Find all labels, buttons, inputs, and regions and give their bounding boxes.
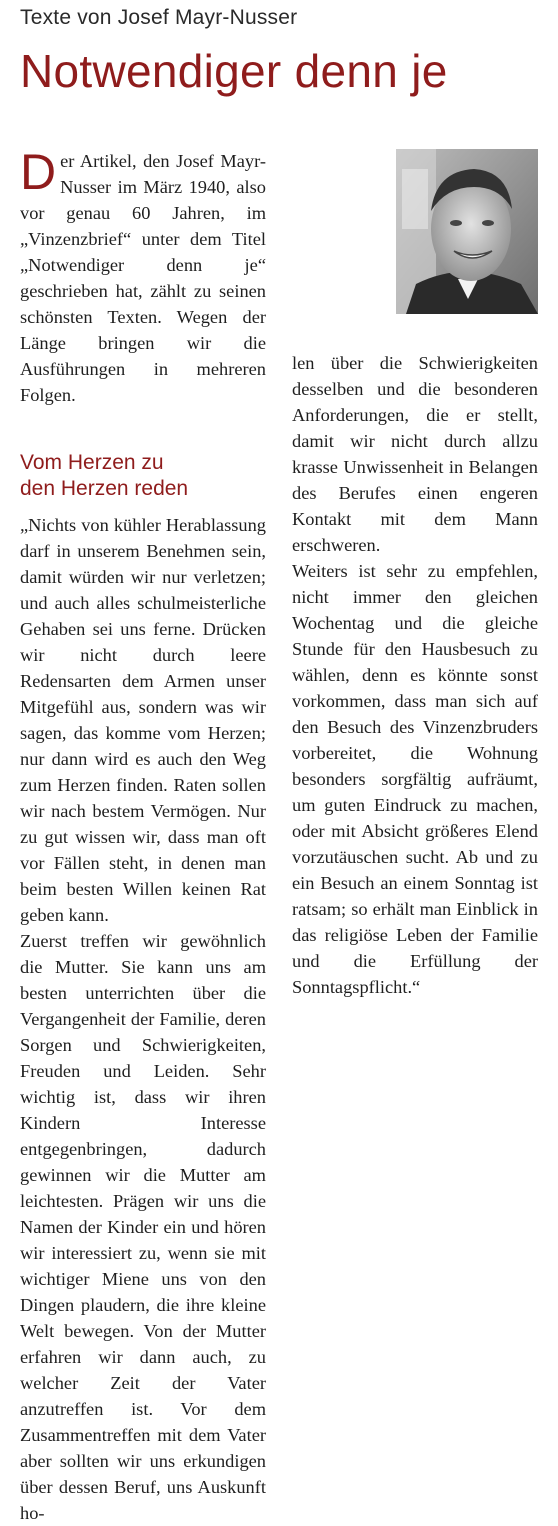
body-paragraph-3: len über die Schwierigkeiten desselben und die besonderen Anforderungen, die er stellt, damit wir nicht durch allzu krasse Unwissenheit in Belangen des Berufes einen engeren Kontakt mit dem Mann erschweren. [292,353,538,555]
body-paragraph-4: Weiters ist sehr zu empfehlen, nicht immer den gleichen Wochentag und die gleiche Stunde für den Hausbesuch zu wählen, denn es könnte sonst vorkommen, dass man sich auf den Besuch des Vinzenzbruders vorbereitet, die Wohnung besonders sorgfältig aufräumt, um guten Eindruck zu machen, oder mit Absicht größeres Elend vorzutäuschen sucht. Ab und zu ein Besuch an einem Sonntag ist ratsam; so erhält man Einblick in das religiöse Leben der Familie und die Erfüllung der Sonntagspflicht.“ [292,561,538,997]
subheading-line-2: den Herzen reden [20,477,189,500]
page-title: Notwendiger denn je [20,45,448,97]
drop-cap: D [20,144,57,200]
body-paragraph-1: „Nichts von kühler Herablassung darf in unserem Benehmen sein, damit würden wir nur verletzen; und auch alles schulmeisterliche Gehaben sei uns ferne. Drücken wir nicht durch leere Redensarten dem Armen unser Mitgefühl aus, sondern was wir sagen, das komme vom Herzen; nur dann wird es auch den Weg zum Herzen finden. Raten sollen wir nach bestem Vermögen. Nur zu gut wissen wir, dass man oft vor Fällen steht, in denen man beim besten Willen keinen Rat geben kann. [20,515,266,925]
subheading-line-1: Vom Herzen zu [20,451,164,474]
body-column-right [292,350,538,1000]
portrait-photo [396,149,538,314]
body-paragraph-2: Zuerst treffen wir gewöhnlich die Mutter. Sie kann uns am besten unterrichten über die Vergangenheit der Familie, deren Sorgen und Schwierigkeiten, Freuden und Leiden. Sehr wichtig ist, dass wir ihren Kindern Interesse entgegenbringen, dadurch gewinnen wir die Mutter am leichtesten. Prägen wir uns die Namen der Kinder ein und hören wir interessiert zu, wenn sie mit wichtiger Miene uns von den Dingen plaudern, die ihre kleine Welt bewegen. Von der Mutter erfahren wir dann auch, zu welcher Zeit der Vater anzutreffen ist. Vor dem Zusammentreffen mit dem Vater aber sollten wir uns erkundigen über dessen Beruf, uns Auskunft ho- [20,931,266,1523]
intro-text: er Artikel, den Josef Mayr-Nusser im März 1940, also vor genau 60 Jahren, im „Vinzenzbrief“ unter dem Titel „Notwendiger denn je“ geschrieben hat, zählt zu seinen schönsten Texten. Wegen der Länge bringen wir die Ausführungen in mehreren Folgen. [20,151,266,405]
portrait-image [396,149,538,314]
body-column-left [20,512,266,1526]
intro-paragraph [20,144,266,408]
subheading [20,450,260,502]
kicker: Texte von Josef Mayr-Nusser [20,6,298,29]
